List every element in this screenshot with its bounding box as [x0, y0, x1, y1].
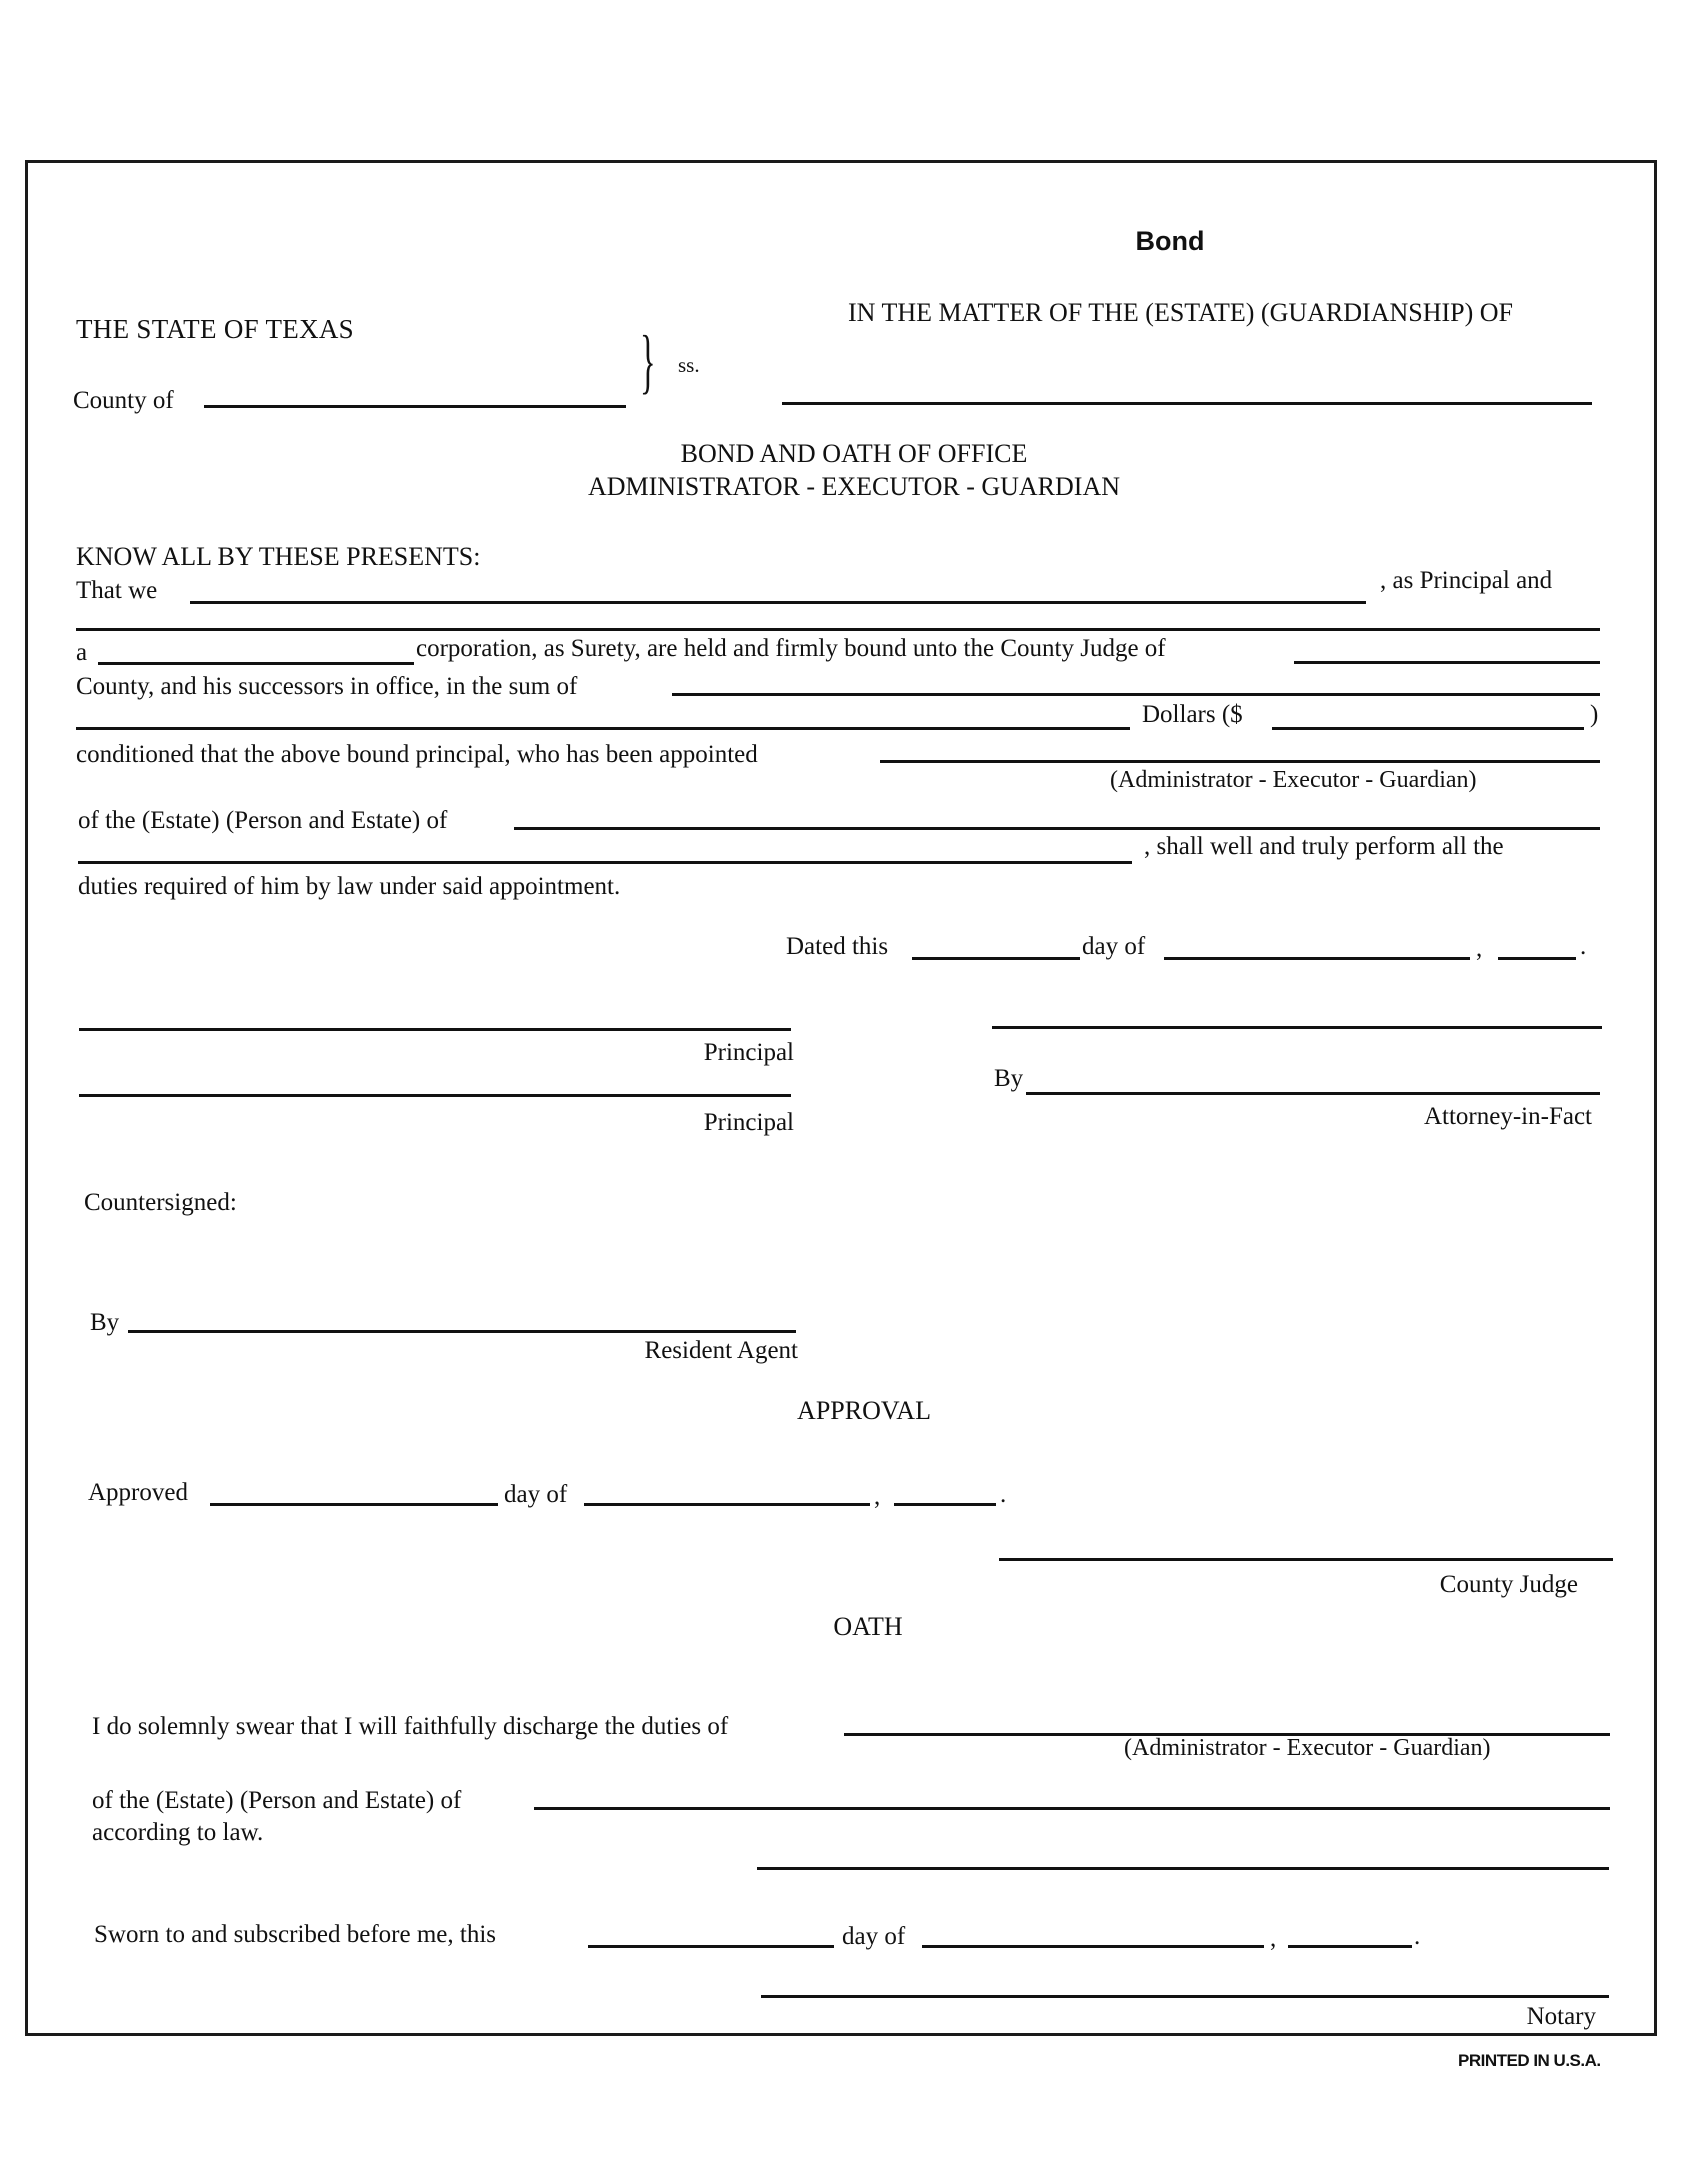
oath-duties-of-input[interactable]	[844, 1708, 1610, 1736]
form-title-line1: BOND AND OATH OF OFFICE	[680, 439, 1028, 468]
sworn-month-input[interactable]	[922, 1920, 1264, 1948]
oath-estate-of-input[interactable]	[534, 1782, 1610, 1810]
principal-signature-line-2[interactable]	[79, 1094, 791, 1097]
principal-label-2: Principal	[703, 1109, 794, 1136]
affiant-signature-line[interactable]	[757, 1867, 1609, 1870]
attorney-in-fact-label: Attorney-in-Fact	[1423, 1103, 1592, 1130]
sworn-comma: ,	[1270, 1925, 1277, 1952]
appointed-role-caption: (Administrator - Executor - Guardian)	[1110, 767, 1477, 793]
brace-symbol: }	[640, 321, 656, 401]
dated-day-of-label: day of	[1082, 933, 1146, 960]
sworn-year-input[interactable]	[1288, 1920, 1412, 1948]
county-sum-text: County, and his successors in office, in the sum of	[76, 673, 578, 700]
county-of-input[interactable]	[204, 380, 626, 408]
conditioned-text: conditioned that the above bound principal, who has been appointed	[76, 741, 758, 768]
ss-label: ss.	[678, 353, 700, 377]
approval-heading: APPROVAL	[797, 1396, 931, 1425]
sum-words-input[interactable]	[672, 668, 1600, 696]
attorney-by-label: By	[994, 1065, 1024, 1092]
county-judge-of-input[interactable]	[1294, 636, 1600, 664]
attorney-in-fact-signature-line[interactable]	[1026, 1092, 1600, 1095]
oath-swear-text: I do solemnly swear that I will faithfully discharge the duties of	[92, 1713, 729, 1740]
notary-label: Notary	[1526, 2003, 1596, 2030]
printed-in-usa-footer: PRINTED IN U.S.A.	[1458, 2051, 1601, 2070]
sum-words-input-2[interactable]	[76, 702, 1130, 730]
document-type-title: Bond	[1135, 226, 1205, 256]
principal-name-input-2[interactable]	[76, 603, 1600, 631]
sworn-day-of-label: day of	[842, 1923, 906, 1950]
according-to-law-text: according to law.	[92, 1819, 264, 1846]
estate-of-input[interactable]	[514, 802, 1600, 830]
notary-signature-line[interactable]	[761, 1995, 1609, 1998]
approved-period: .	[1000, 1481, 1007, 1508]
oath-role-caption: (Administrator - Executor - Guardian)	[1124, 1735, 1491, 1761]
resident-by-label: By	[90, 1309, 120, 1336]
dated-month-input[interactable]	[1164, 932, 1470, 960]
estate-of-text: of the (Estate) (Person and Estate) of	[78, 807, 448, 834]
as-principal-text: , as Principal and	[1380, 567, 1553, 594]
approved-year-input[interactable]	[894, 1478, 996, 1506]
dated-year-input[interactable]	[1498, 932, 1576, 960]
dated-comma: ,	[1476, 935, 1483, 962]
oath-estate-of-text: of the (Estate) (Person and Estate) of	[92, 1787, 462, 1814]
approved-comma: ,	[874, 1483, 881, 1510]
know-all-heading: KNOW ALL BY THESE PRESENTS:	[76, 542, 481, 571]
oath-heading: OATH	[833, 1612, 903, 1641]
line-a-prefix: a	[76, 639, 88, 666]
appointed-role-input[interactable]	[880, 735, 1600, 763]
dollars-label: Dollars ($	[1142, 701, 1243, 728]
principal-signature-line-1[interactable]	[79, 1028, 791, 1031]
sworn-text: Sworn to and subscribed before me, this	[94, 1921, 497, 1948]
surety-text: corporation, as Surety, are held and firmly bound unto the County Judge of	[416, 635, 1166, 662]
state-label: THE STATE OF TEXAS	[76, 314, 354, 344]
county-judge-signature-line[interactable]	[999, 1558, 1613, 1561]
surety-corporation-input[interactable]	[98, 637, 414, 665]
sworn-day-input[interactable]	[588, 1920, 834, 1948]
approved-label: Approved	[88, 1479, 188, 1506]
principal-name-input[interactable]	[190, 576, 1366, 604]
shall-perform-text: , shall well and truly perform all the	[1144, 833, 1504, 860]
dated-day-input[interactable]	[912, 932, 1080, 960]
resident-agent-label: Resident Agent	[644, 1337, 798, 1364]
approved-day-of-label: day of	[504, 1481, 568, 1508]
county-of-label: County of	[73, 387, 174, 414]
dated-this-label: Dated this	[786, 933, 889, 960]
dated-period: .	[1580, 933, 1587, 960]
approved-month-input[interactable]	[584, 1478, 870, 1506]
principal-label-1: Principal	[703, 1039, 794, 1066]
surety-signature-line[interactable]	[992, 1026, 1602, 1029]
sworn-period: .	[1414, 1923, 1421, 1950]
that-we-label: That we	[76, 577, 158, 604]
resident-agent-signature-line[interactable]	[128, 1330, 796, 1333]
countersigned-label: Countersigned:	[84, 1189, 237, 1216]
duties-text: duties required of him by law under said appointment.	[78, 873, 621, 900]
dollars-amount-input[interactable]	[1272, 702, 1584, 730]
estate-of-input-2[interactable]	[78, 836, 1132, 864]
county-judge-label: County Judge	[1439, 1571, 1578, 1598]
matter-of-input[interactable]	[782, 377, 1592, 405]
approved-day-input[interactable]	[210, 1478, 498, 1506]
dollars-close-paren: )	[1590, 701, 1599, 728]
form-title-line2: ADMINISTRATOR - EXECUTOR - GUARDIAN	[587, 472, 1121, 501]
matter-label: IN THE MATTER OF THE (ESTATE) (GUARDIANSHIP) OF	[848, 298, 1513, 327]
